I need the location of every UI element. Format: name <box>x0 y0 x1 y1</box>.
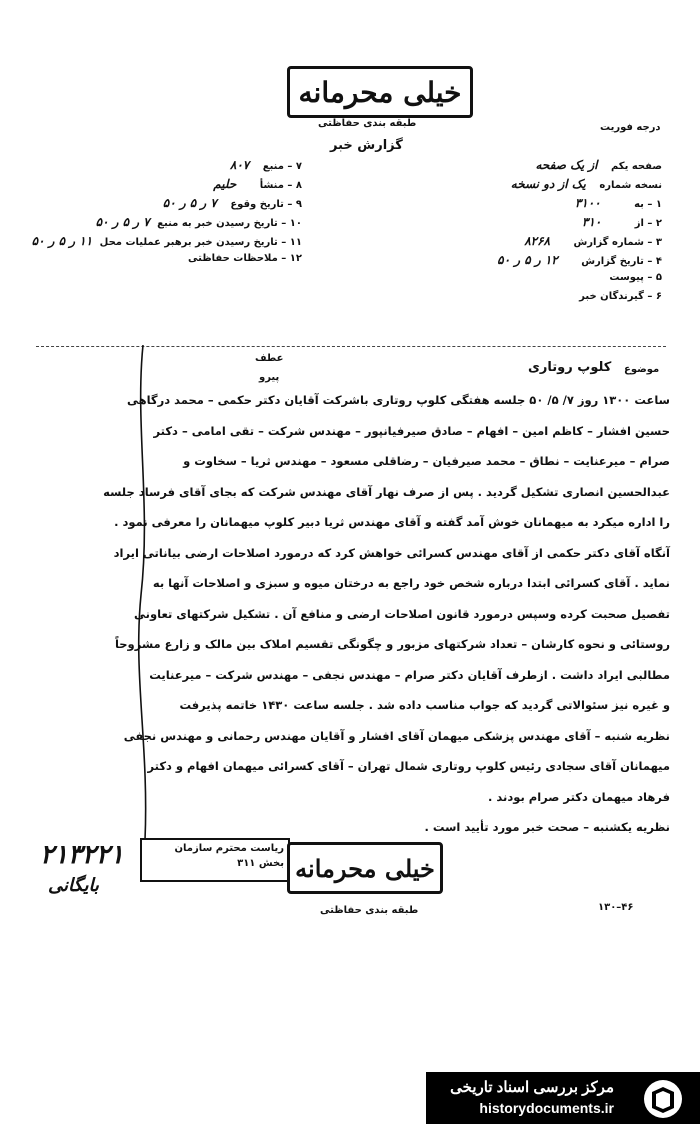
subject-value: کلوپ روتاری <box>528 360 612 375</box>
right-field-2: نسخه شماره یک از دو نسخه <box>510 177 662 191</box>
body-line-13: میهمانان آقای سجادی رئیس کلوپ روتاری شمال تهران – آقای کسرائی میهمان افهام و دکتر <box>147 759 670 773</box>
left-fields <box>31 158 302 272</box>
body-line-2: حسین افشار – کاظم امین – افهام – صادق صیرفیانپور – مهندس شرکت – تقی امامی – دکتر <box>153 423 670 438</box>
left-field-6: ۱۲ – ملاحظات حفاظتی <box>188 253 302 264</box>
right-field-6: ۴ – تاریخ گزارش ۱۲ ر ۵ ر ۵۰ <box>497 253 662 267</box>
body-line-14: فرهاد میهمان دکتر صرام بودند . <box>488 789 670 804</box>
left-field-3: ۹ – تاریخ وقوع ۷ ر ۵ ر ۵۰ <box>162 196 302 210</box>
right-field-8: ۶ – گیرندگان خبر <box>579 291 662 302</box>
margin-pen-line <box>125 345 165 845</box>
subject-label: موضوع <box>624 364 660 375</box>
left-field-2: ۸ – منشأ حلیم <box>213 177 302 191</box>
watermark-title: مرکز بررسی اسناد تاریخی <box>450 1079 614 1096</box>
receipt-box-stamp <box>140 838 290 882</box>
bottom-stamp <box>287 842 443 894</box>
right-field-3: ۱ – به ۳۱۰۰ <box>574 196 662 210</box>
right-field-4: ۲ – از ۳۱۰ <box>581 215 662 229</box>
right-field-7: ۵ – پیوست <box>609 272 662 283</box>
body-line-3: صرام – میرعنایت – نطاق – محمد صیرفیان – رضاقلی مسعود – مهندس ثریا – سخاوت و <box>183 454 670 468</box>
receipt-box-line-2: بخش ۳۱۱ <box>237 858 284 869</box>
left-field-4: ۱۰ – تاریخ رسیدن خبر به منبع ۷ ر ۵ ر ۵۰ <box>95 215 302 229</box>
reference-label-1: عطف <box>255 353 284 364</box>
bottom-classification-label: طبقه بندی حفاظتی <box>320 905 419 916</box>
body-line-6: آنگاه آقای دکتر حکمی از آقای مهندس کسرائی خواهش کرد که درمورد اصلاحات ارضی بیاناتی ایراد <box>113 545 670 560</box>
reference-label-2: پیرو <box>259 372 280 383</box>
receipt-box-line-1: ریاست محترم سازمان <box>174 843 284 854</box>
watermark-banner <box>426 1072 700 1124</box>
body-line-1: ساعت ۱۳۰۰ روز ۷/ ۵/ ۵۰ جلسه هفتگی کلوپ روتاری باشرکت آقایان دکتر حکمی – محمد درگاهی <box>127 393 670 407</box>
watermark-logo-icon <box>642 1078 684 1120</box>
classification-label: طبقه بندی حفاظتی <box>318 118 417 129</box>
body-line-11: و غیره نیز سئوالاتی گردید که جواب مناسب داده شد . جلسه ساعت ۱۴۳۰ خاتمه پذیرفت <box>179 698 670 712</box>
top-stamp <box>287 66 473 118</box>
priority-label: درجه فوریت <box>600 122 661 133</box>
signature-note: بایگانی <box>48 875 99 896</box>
body-line-12: نظریه شنبه – آقای مهندس پزشکی میهمان آقای افشار و آقایان مهندس رحمانی و مهندس نجفی <box>123 728 670 743</box>
left-field-1: ۷ – منبع ۸۰۷ <box>229 158 302 172</box>
body-line-8: تفصیل صحبت کرده وسپس درمورد قانون اصلاحات ارضی و منافع آن . تشکیل شرکتهای تعاونی <box>134 606 670 621</box>
bottom-stamp-text: خیلی محرمانه <box>295 853 435 883</box>
right-fields <box>420 158 662 310</box>
body-line-10: مطالبی ایراد داشت . ازطرف آقایان دکتر صرام – مهندس نجفی – مهندس شرکت – میرعنایت <box>149 667 670 682</box>
report-title: گزارش خبر <box>330 138 403 153</box>
body-line-5: را اداره میکرد به میهمانان خوش آمد گفته و آقای مهندس ثریا دبیر کلوپ میهمانان را معرفی نمود . <box>114 515 670 529</box>
right-field-1: صفحه یکم از یک صفحه <box>535 158 662 172</box>
top-stamp-text: خیلی محرمانه <box>298 75 462 109</box>
left-field-5: ۱۱ – تاریخ رسیدن خبر برهبر عملیات محل ۱۱ ر ۵ ر ۵۰ <box>31 234 302 248</box>
body-line-7: نماید . آقای کسرائی ابتدا درباره شخص خود راجع به درختان میوه و سبزی و اصلاحات آنها به <box>152 576 670 590</box>
body-line-4: عبدالحسین انصاری تشکیل گردید . پس از صرف نهار آقای مهندس شرکت که بجای آقای فرساد جلسه <box>103 484 670 499</box>
right-field-5: ۳ – شماره گزارش ۸۲۶۸ <box>524 234 662 248</box>
watermark-url: historydocuments.ir <box>479 1100 614 1116</box>
page-code: ۱۳۰–۴۶ <box>598 902 634 913</box>
body-line-9: روستائی و نحوه کارشان – تعداد شرکتهای مزبور و چگونگی تقسیم املاک بین مالک و زارع مشروحاً <box>114 637 670 651</box>
handwritten-number: ۲۱۳۲۲۱ <box>40 840 124 870</box>
body-line-15: نظریه یکشنبه – صحت خبر مورد تأیید است . <box>424 820 670 834</box>
